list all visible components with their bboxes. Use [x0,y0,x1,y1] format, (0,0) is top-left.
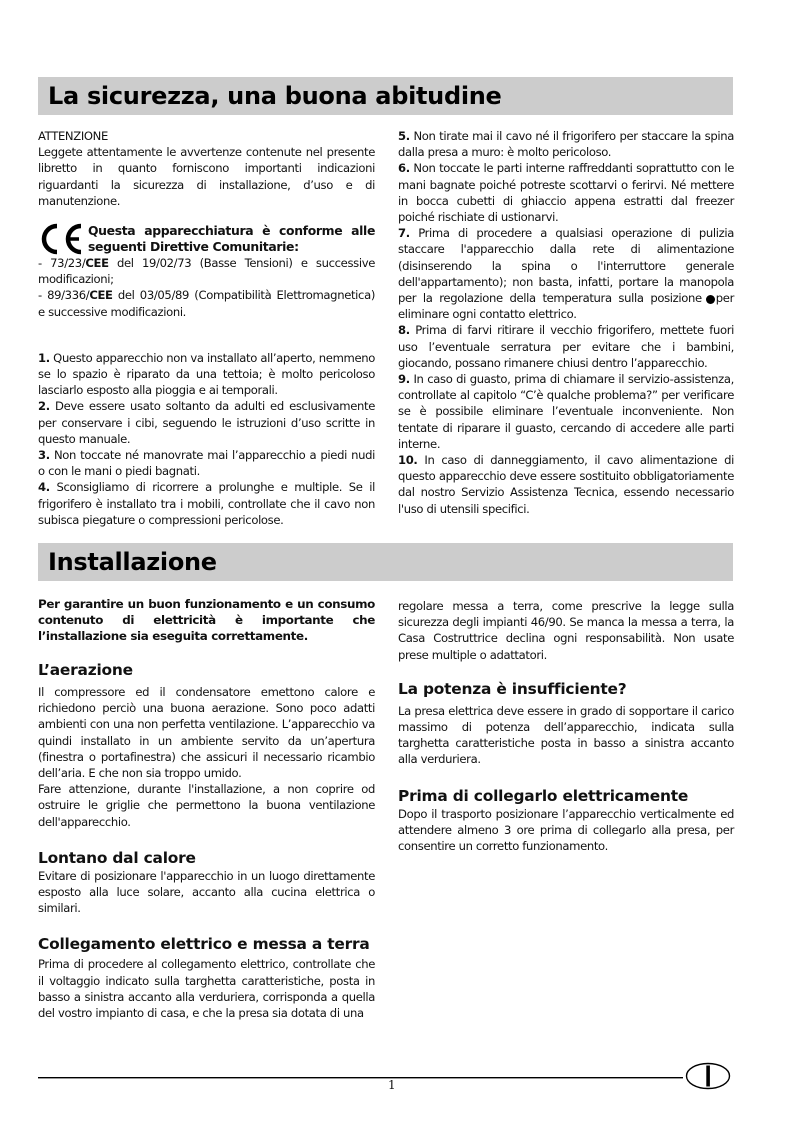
safety-rule: 7. Prima di procedere a qualsiasi operazione di pulizia staccare l'apparecchio dalla rete di alimentazione (disinserendo la spina o l'interruttore generale dell'appartamento); non basta, infatti, portare la manopola per la regolazione della temperatura sulla posizione per eliminare ogni contatto elettrico. [398,226,734,322]
aeration-paragraph: Il compressore ed il condensatore emettono calore e richiedono perciò una buona aerazione. Sono poco adatti ambienti con una non perfetta ventilazione. L’apparecchio va quindi installato in un ambiente servito da un’apertura (finestra o portafinestra) che assicuri il necessario ricambio dell’aria. E che non sia troppo umido. [38,685,375,781]
safety-rule: 2. Deve essere usato soltanto da adulti ed esclusivamente per conservare i cibi, seguendo le istruzioni d’uso scritte in questo manuale. [38,399,375,446]
footer-rule [38,1077,683,1079]
safety-rule: 9. In caso di guasto, prima di chiamare il servizio-assistenza, controllate al capitolo “C’è qualche problema?” per verificare se è possibile eliminare l’eventuale inconveniente. Non tentate di riparare il guasto, cercando di accedere alle parti interne. [398,372,734,451]
ce-conformity-block [38,223,375,255]
installation-lead: Per garantire un buon funzionamento e un consumo contenuto di elettricità è importante che l’installazione sia eseguita correttamente. [38,597,375,643]
directive-item: - 73/23/CEE del 19/02/73 (Basse Tensioni) e successive modificazioni; [38,256,375,287]
safety-left-column [38,128,375,528]
safety-rule: 5. Non tirate mai il cavo né il frigorifero per staccare la spina dalla presa a muro: è molto pericoloso. [398,129,734,160]
directive-item: - 89/336/CEE del 03/05/89 (Compatibilità Elettromagnetica) e successive modificazioni. [38,288,375,319]
aeration-paragraph: Fare attenzione, durante l'installazione, a non coprire od ostruire le griglie che permettono la buona ventilazione dell'apparecchio. [38,782,375,829]
before-connecting-paragraph: Dopo il trasporto posizionare l’apparecchio verticalmente ed attendere almeno 3 ore prima di collegarlo alla presa, per consentire un corretto funzionamento. [398,806,734,854]
section-title-installation: Installazione [48,548,217,576]
safety-rule: 3. Non toccate né manovrate mai l’apparecchio a piedi nudi o con le mani o piedi bagnati. [38,448,375,479]
subsection-heading-grounding: Collegamento elettrico e messa a terra [38,935,370,954]
attention-label: ATTENZIONE [38,129,108,143]
ce-mark-icon [38,223,86,255]
section-title-safety: La sicurezza, una buona abitudine [48,82,502,110]
knob-off-position-icon [706,295,715,304]
power-paragraph: La presa elettrica deve essere in grado di sopportare il carico massimo di potenza dell’apparecchio, indicata sulla targhetta caratteristiche posta in basso a sinistra accanto alla verduriera. [398,703,734,767]
section-header-installation [38,543,733,581]
subsection-heading-aeration: L’aerazione [38,661,133,679]
safety-rule: 1. Questo apparecchio non va installato all’aperto, nemmeno se lo spazio è riparato da una tettoia; è molto pericoloso lasciarlo esposto alla pioggia e ai temporali. [38,350,375,398]
installation-left-column [38,596,375,1021]
safety-right-column [398,128,734,517]
subsection-heading-before-connecting: Prima di collegarlo elettricamente [398,786,689,805]
page-number: 1 [388,1078,396,1092]
attention-text: Leggete attentamente le avvertenze contenute nel presente libretto in quanto forniscono importanti indicazioni riguardanti la sicurezza di installazione, d’uso e di manutenzione. [38,145,375,208]
installation-right-column [398,598,734,854]
safety-rule: 10. In caso di danneggiamento, il cavo alimentazione di questo apparecchio deve essere sostituito obbligatoriamente dal nostro Servizio Assistenza Tecnica, essendo necessario l'uso di utensili specifici. [398,453,734,516]
grounding-paragraph: Prima di procedere al collegamento elettrico, controllate che il voltaggio indicato sulla targhetta caratteristiche, posta in basso a sinistra accanto alla verduriera, corrisponda a quella del vostro impianto di casa, e che la presa sia dotata di una [38,957,375,1021]
ce-heading: Questa apparecchiatura è conforme alle seguenti Direttive Comunitarie: [88,223,375,255]
subsection-heading-power: La potenza è insufficiente? [398,679,627,698]
section-header-safety [38,77,733,115]
italian-language-icon [685,1062,731,1090]
heat-paragraph: Evitare di posizionare l'apparecchio in un luogo direttamente esposto alla luce solare, accanto alla cucina elettrica o similari. [38,868,375,916]
grounding-paragraph-continued: regolare messa a terra, come prescrive la legge sulla sicurezza degli impianti 46/90. Se manca la messa a terra, la Casa Costruttrice declina ogni responsabilità. Non usate prese multiple o adattatori. [398,599,734,662]
subsection-heading-heat: Lontano dal calore [38,848,196,867]
safety-rule: 6. Non toccate le parti interne raffreddanti soprattutto con le mani bagnate poiché potreste scottarvi o ferirvi. Né mettere in bocca cubetti di ghiaccio appena estratti dal freezer poiché rischiate di ustionarvi. [398,161,734,225]
safety-rule: 4. Sconsigliamo di ricorrere a prolunghe e multiple. Se il frigorifero è installato tra i mobili, controllate che il cavo non subisca piegature o compressioni pericolose. [38,480,375,527]
safety-rule: 8. Prima di farvi ritirare il vecchio frigorifero, mettete fuori uso l’eventuale serratura per evitare che i bambini, giocando, possano rimanere chiusi dentro l’apparecchio. [398,323,734,370]
